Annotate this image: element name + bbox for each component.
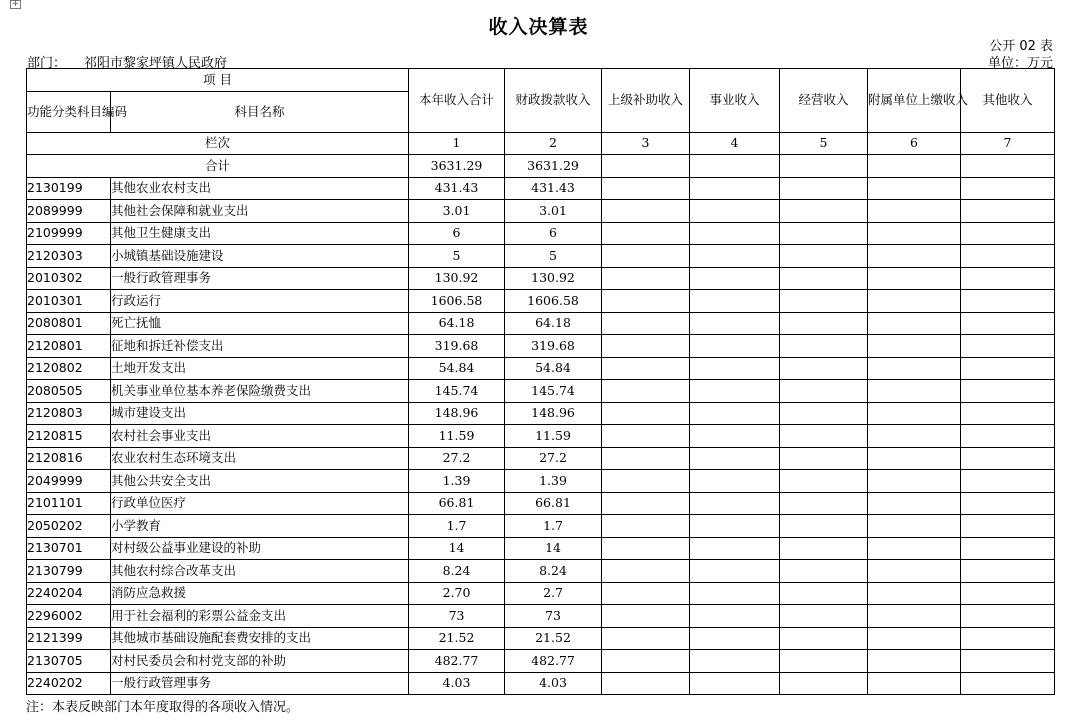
row-subject-name: 土地开发支出 (111, 357, 409, 380)
header-col-4: 事业收入 (690, 69, 780, 133)
row-code: 2130705 (27, 650, 111, 673)
row-value-col-7 (961, 222, 1055, 245)
row-subject-name: 对村级公益事业建设的补助 (111, 537, 409, 560)
table-row (27, 402, 1055, 425)
row-value-col-7 (961, 357, 1055, 380)
row-value-col-7 (961, 200, 1055, 223)
row-value-col-7 (961, 267, 1055, 290)
row-value-col-7 (961, 245, 1055, 268)
unit-label: 单位：万元 (987, 56, 1053, 71)
row-value-col-5 (780, 492, 868, 515)
row-value-col-5 (780, 560, 868, 583)
row-subject-name: 行政运行 (111, 290, 409, 313)
row-value-col-4 (690, 605, 780, 628)
row-value-col-4 (690, 222, 780, 245)
column-number: 7 (961, 132, 1055, 155)
row-value-col-2: 130.92 (505, 267, 602, 290)
row-value-col-5 (780, 672, 868, 695)
row-value-col-1: 3.01 (409, 200, 505, 223)
row-value-col-5 (780, 245, 868, 268)
row-value-col-1: 1606.58 (409, 290, 505, 313)
row-code: 2120816 (27, 447, 111, 470)
row-value-col-2: 4.03 (505, 672, 602, 695)
row-value-col-1: 1.39 (409, 470, 505, 493)
row-code: 2109999 (27, 222, 111, 245)
row-value-col-5 (780, 312, 868, 335)
row-value-col-2: 145.74 (505, 380, 602, 403)
row-value-col-2: 148.96 (505, 402, 602, 425)
row-value-col-6 (868, 177, 961, 200)
row-value-col-1: 11.59 (409, 425, 505, 448)
row-value-col-2: 21.52 (505, 627, 602, 650)
row-value-col-6 (868, 672, 961, 695)
header-item-group: 项 目 (27, 69, 409, 92)
row-value-col-4 (690, 380, 780, 403)
header-col-7: 其他收入 (961, 69, 1055, 133)
row-subject-name: 消防应急救援 (111, 582, 409, 605)
row-value-col-4 (690, 267, 780, 290)
row-value-col-6 (868, 492, 961, 515)
row-value-col-7 (961, 402, 1055, 425)
row-value-col-1: 73 (409, 605, 505, 628)
row-value-col-4 (690, 245, 780, 268)
row-code: 2130799 (27, 560, 111, 583)
total-cell: 3631.29 (505, 155, 602, 178)
row-value-col-7 (961, 470, 1055, 493)
row-value-col-7 (961, 312, 1055, 335)
row-value-col-1: 148.96 (409, 402, 505, 425)
row-value-col-6 (868, 402, 961, 425)
header-col-5: 经营收入 (780, 69, 868, 133)
row-value-col-4 (690, 672, 780, 695)
row-code: 2120815 (27, 425, 111, 448)
row-value-col-3 (602, 650, 690, 673)
department-label: 部门： (27, 56, 67, 71)
header-subject-name: 科目名称 (111, 91, 409, 132)
table-row (27, 627, 1055, 650)
row-subject-name: 行政单位医疗 (111, 492, 409, 515)
column-number: 4 (690, 132, 780, 155)
row-value-col-3 (602, 290, 690, 313)
row-value-col-4 (690, 335, 780, 358)
row-code: 2121399 (27, 627, 111, 650)
row-value-col-1: 145.74 (409, 380, 505, 403)
row-value-col-2: 482.77 (505, 650, 602, 673)
row-value-col-5 (780, 335, 868, 358)
row-value-col-1: 8.24 (409, 560, 505, 583)
footnote: 注：本表反映部门本年度取得的各项收入情况。 (26, 700, 300, 715)
row-value-col-2: 11.59 (505, 425, 602, 448)
row-value-col-4 (690, 425, 780, 448)
table-row (27, 380, 1055, 403)
row-value-col-7 (961, 177, 1055, 200)
row-code: 2130199 (27, 177, 111, 200)
header-row-group (27, 69, 1055, 92)
row-value-col-1: 6 (409, 222, 505, 245)
row-value-col-1: 130.92 (409, 267, 505, 290)
row-value-col-1: 66.81 (409, 492, 505, 515)
row-value-col-3 (602, 447, 690, 470)
row-value-col-2: 1.7 (505, 515, 602, 538)
row-value-col-4 (690, 627, 780, 650)
header-col-6: 附属单位上缴收入 (868, 69, 961, 133)
row-value-col-6 (868, 537, 961, 560)
row-value-col-4 (690, 492, 780, 515)
table-row (27, 267, 1055, 290)
row-subject-name: 其他城市基础设施配套费安排的支出 (111, 627, 409, 650)
row-subject-name: 用于社会福利的彩票公益金支出 (111, 605, 409, 628)
row-value-col-5 (780, 605, 868, 628)
row-value-col-6 (868, 312, 961, 335)
row-value-col-4 (690, 447, 780, 470)
row-value-col-3 (602, 605, 690, 628)
row-value-col-3 (602, 402, 690, 425)
row-value-col-3 (602, 267, 690, 290)
row-value-col-2: 319.68 (505, 335, 602, 358)
row-value-col-6 (868, 627, 961, 650)
table-row (27, 312, 1055, 335)
row-value-col-2: 1.39 (505, 470, 602, 493)
row-value-col-5 (780, 177, 868, 200)
total-cell (602, 155, 690, 178)
row-code: 2120801 (27, 335, 111, 358)
total-cell (780, 155, 868, 178)
row-value-col-4 (690, 402, 780, 425)
table-anchor-icon[interactable]: + (11, 0, 20, 9)
row-value-col-7 (961, 447, 1055, 470)
row-value-col-6 (868, 560, 961, 583)
table-row (27, 245, 1055, 268)
row-value-col-2: 27.2 (505, 447, 602, 470)
row-value-col-7 (961, 605, 1055, 628)
table-row (27, 560, 1055, 583)
table-row (27, 177, 1055, 200)
row-value-col-1: 5 (409, 245, 505, 268)
row-value-col-7 (961, 627, 1055, 650)
row-value-col-2: 14 (505, 537, 602, 560)
row-subject-name: 城市建设支出 (111, 402, 409, 425)
income-table (26, 68, 1055, 695)
row-value-col-3 (602, 672, 690, 695)
row-value-col-3 (602, 312, 690, 335)
row-value-col-3 (602, 245, 690, 268)
row-subject-name: 其他农业农村支出 (111, 177, 409, 200)
row-value-col-7 (961, 672, 1055, 695)
row-code: 2296002 (27, 605, 111, 628)
row-code: 2080505 (27, 380, 111, 403)
row-value-col-7 (961, 290, 1055, 313)
row-value-col-6 (868, 200, 961, 223)
row-value-col-2: 54.84 (505, 357, 602, 380)
row-value-col-4 (690, 290, 780, 313)
row-value-col-6 (868, 357, 961, 380)
row-value-col-1: 482.77 (409, 650, 505, 673)
row-value-col-6 (868, 582, 961, 605)
row-value-col-4 (690, 200, 780, 223)
row-value-col-6 (868, 335, 961, 358)
row-value-col-3 (602, 627, 690, 650)
row-code: 2240202 (27, 672, 111, 695)
row-value-col-2: 3.01 (505, 200, 602, 223)
row-value-col-6 (868, 245, 961, 268)
row-value-col-4 (690, 650, 780, 673)
table-row (27, 650, 1055, 673)
row-subject-name: 一般行政管理事务 (111, 267, 409, 290)
column-number-row (27, 132, 1055, 155)
row-value-col-4 (690, 312, 780, 335)
total-cell: 3631.29 (409, 155, 505, 178)
row-value-col-4 (690, 177, 780, 200)
table-row (27, 470, 1055, 493)
table-row (27, 582, 1055, 605)
row-value-col-5 (780, 380, 868, 403)
row-subject-name: 征地和拆迁补偿支出 (111, 335, 409, 358)
row-value-col-5 (780, 200, 868, 223)
table-row (27, 290, 1055, 313)
row-value-col-6 (868, 650, 961, 673)
table-row (27, 200, 1055, 223)
row-subject-name: 农业农村生态环境支出 (111, 447, 409, 470)
row-code: 2101101 (27, 492, 111, 515)
row-value-col-5 (780, 515, 868, 538)
row-subject-name: 其他农村综合改革支出 (111, 560, 409, 583)
row-code: 2080801 (27, 312, 111, 335)
row-value-col-1: 21.52 (409, 627, 505, 650)
row-value-col-7 (961, 425, 1055, 448)
row-value-col-3 (602, 470, 690, 493)
row-value-col-3 (602, 335, 690, 358)
row-value-col-5 (780, 425, 868, 448)
total-label: 合计 (27, 155, 409, 178)
row-value-col-3 (602, 177, 690, 200)
row-subject-name: 一般行政管理事务 (111, 672, 409, 695)
row-value-col-1: 27.2 (409, 447, 505, 470)
row-code: 2240204 (27, 582, 111, 605)
row-value-col-2: 8.24 (505, 560, 602, 583)
column-number: 6 (868, 132, 961, 155)
row-value-col-6 (868, 605, 961, 628)
department-name: 祁阳市黎家坪镇人民政府 (84, 56, 228, 71)
row-value-col-1: 319.68 (409, 335, 505, 358)
row-value-col-5 (780, 402, 868, 425)
row-value-col-6 (868, 447, 961, 470)
row-value-col-1: 4.03 (409, 672, 505, 695)
row-code: 2010302 (27, 267, 111, 290)
row-value-col-5 (780, 582, 868, 605)
row-code: 2050202 (27, 515, 111, 538)
row-code: 2120803 (27, 402, 111, 425)
form-number: 公开 02 表 (989, 39, 1053, 54)
row-subject-name: 对村民委员会和村党支部的补助 (111, 650, 409, 673)
row-value-col-3 (602, 492, 690, 515)
row-value-col-2: 1606.58 (505, 290, 602, 313)
table-row (27, 672, 1055, 695)
total-cell (868, 155, 961, 178)
row-subject-name: 小学教育 (111, 515, 409, 538)
row-value-col-7 (961, 492, 1055, 515)
table-row (27, 335, 1055, 358)
row-value-col-3 (602, 582, 690, 605)
row-value-col-7 (961, 560, 1055, 583)
row-value-col-6 (868, 470, 961, 493)
row-value-col-5 (780, 290, 868, 313)
row-code: 2049999 (27, 470, 111, 493)
row-value-col-6 (868, 290, 961, 313)
row-value-col-5 (780, 470, 868, 493)
row-value-col-3 (602, 515, 690, 538)
row-value-col-2: 73 (505, 605, 602, 628)
row-value-col-2: 6 (505, 222, 602, 245)
row-subject-name: 其他卫生健康支出 (111, 222, 409, 245)
total-cell (690, 155, 780, 178)
row-value-col-4 (690, 357, 780, 380)
row-value-col-4 (690, 560, 780, 583)
row-value-col-1: 64.18 (409, 312, 505, 335)
row-value-col-6 (868, 515, 961, 538)
row-subject-name: 农村社会事业支出 (111, 425, 409, 448)
row-value-col-6 (868, 425, 961, 448)
row-subject-name: 其他公共安全支出 (111, 470, 409, 493)
row-value-col-3 (602, 560, 690, 583)
header-func-code: 功能分类科目编码 (27, 91, 111, 132)
row-value-col-3 (602, 425, 690, 448)
row-value-col-7 (961, 650, 1055, 673)
row-value-col-5 (780, 627, 868, 650)
row-value-col-6 (868, 267, 961, 290)
row-value-col-6 (868, 380, 961, 403)
row-value-col-1: 431.43 (409, 177, 505, 200)
column-number: 5 (780, 132, 868, 155)
row-subject-name: 其他社会保障和就业支出 (111, 200, 409, 223)
row-value-col-6 (868, 222, 961, 245)
header-col-2: 财政拨款收入 (505, 69, 602, 133)
row-code: 2010301 (27, 290, 111, 313)
column-number: 2 (505, 132, 602, 155)
table-row (27, 537, 1055, 560)
table-row (27, 425, 1055, 448)
row-value-col-1: 2.70 (409, 582, 505, 605)
row-value-col-7 (961, 335, 1055, 358)
row-value-col-4 (690, 470, 780, 493)
row-value-col-7 (961, 380, 1055, 403)
table-row (27, 357, 1055, 380)
column-number: 3 (602, 132, 690, 155)
row-code: 2120303 (27, 245, 111, 268)
row-value-col-2: 5 (505, 245, 602, 268)
row-value-col-5 (780, 447, 868, 470)
row-code: 2089999 (27, 200, 111, 223)
row-subject-name: 机关事业单位基本养老保险缴费支出 (111, 380, 409, 403)
row-value-col-1: 1.7 (409, 515, 505, 538)
total-cell (961, 155, 1055, 178)
row-value-col-4 (690, 582, 780, 605)
header-col-1: 本年收入合计 (409, 69, 505, 133)
table-row (27, 515, 1055, 538)
row-value-col-5 (780, 222, 868, 245)
row-subject-name: 死亡抚恤 (111, 312, 409, 335)
row-code: 2130701 (27, 537, 111, 560)
row-value-col-3 (602, 380, 690, 403)
row-value-col-7 (961, 537, 1055, 560)
row-value-col-2: 431.43 (505, 177, 602, 200)
table-row (27, 605, 1055, 628)
column-number-label: 栏次 (27, 132, 409, 155)
row-code: 2120802 (27, 357, 111, 380)
row-value-col-3 (602, 222, 690, 245)
header-col-3: 上级补助收入 (602, 69, 690, 133)
row-value-col-3 (602, 357, 690, 380)
row-value-col-3 (602, 537, 690, 560)
table-row (27, 492, 1055, 515)
row-value-col-1: 54.84 (409, 357, 505, 380)
row-value-col-4 (690, 537, 780, 560)
table-row (27, 222, 1055, 245)
row-value-col-1: 14 (409, 537, 505, 560)
row-value-col-5 (780, 267, 868, 290)
row-value-col-7 (961, 515, 1055, 538)
column-number: 1 (409, 132, 505, 155)
table-row (27, 447, 1055, 470)
row-value-col-2: 66.81 (505, 492, 602, 515)
row-value-col-5 (780, 357, 868, 380)
total-row (27, 155, 1055, 178)
row-value-col-2: 64.18 (505, 312, 602, 335)
row-value-col-2: 2.7 (505, 582, 602, 605)
row-value-col-5 (780, 537, 868, 560)
row-subject-name: 小城镇基础设施建设 (111, 245, 409, 268)
row-value-col-7 (961, 582, 1055, 605)
row-value-col-5 (780, 650, 868, 673)
row-value-col-4 (690, 515, 780, 538)
page-title: 收入决算表 (488, 16, 589, 38)
row-value-col-3 (602, 200, 690, 223)
